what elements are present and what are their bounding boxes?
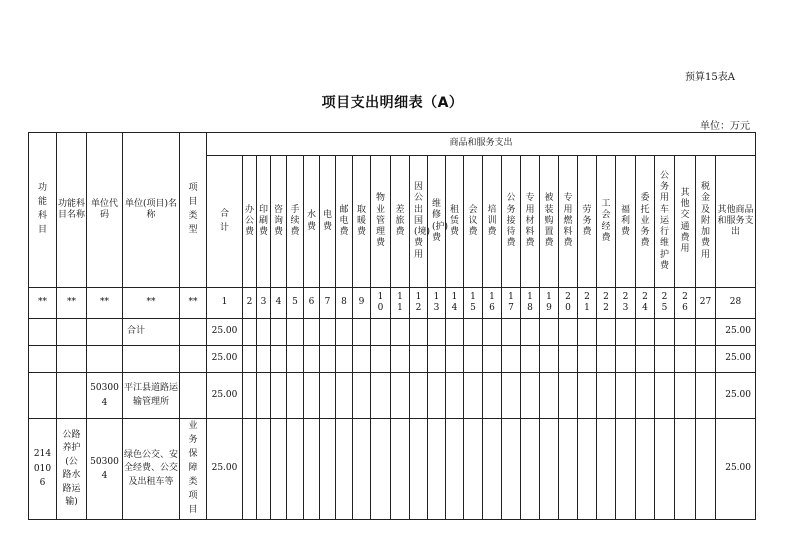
row-unit-name: 绿色公交、安全经费、公交及出租车等 bbox=[123, 419, 180, 520]
row-total: 25.00 bbox=[207, 346, 243, 373]
num-27: 27 bbox=[696, 288, 716, 319]
num-4: 4 bbox=[271, 288, 287, 319]
row-other: 25.00 bbox=[716, 319, 756, 346]
row-func-code: 2140106 bbox=[29, 419, 57, 520]
num-22: 22 bbox=[597, 288, 616, 319]
row-unit-code: 503004 bbox=[87, 373, 123, 419]
num-unit-code: ** bbox=[87, 288, 123, 319]
header-col-21: 劳务费 bbox=[578, 156, 597, 288]
num-3: 3 bbox=[257, 288, 271, 319]
header-col-23: 福利费 bbox=[616, 156, 636, 288]
budget-code: 预算15表A bbox=[685, 72, 735, 83]
header-col-25: 公务用车运行维护费 bbox=[655, 156, 675, 288]
row-other: 25.00 bbox=[716, 373, 756, 419]
row-unit-name: 合计 bbox=[123, 319, 180, 346]
header-col-22: 工会经费 bbox=[597, 156, 616, 288]
num-func-code: ** bbox=[29, 288, 57, 319]
num-12: 12 bbox=[410, 288, 428, 319]
num-15: 15 bbox=[464, 288, 483, 319]
table-row bbox=[29, 346, 756, 373]
header-col-3: 印刷费 bbox=[257, 156, 271, 288]
page-title: 项目支出明细表（A） bbox=[321, 95, 464, 111]
num-21: 21 bbox=[578, 288, 597, 319]
num-16: 16 bbox=[483, 288, 502, 319]
header-col-20: 专用燃料费 bbox=[559, 156, 578, 288]
row-unit-code: 503004 bbox=[87, 419, 123, 520]
num-unit-name: ** bbox=[123, 288, 180, 319]
header-col-13: 维修(护)费 bbox=[428, 156, 446, 288]
num-20: 20 bbox=[559, 288, 578, 319]
header-col-14: 租赁费 bbox=[446, 156, 464, 288]
header-col-26: 其他交通费用 bbox=[675, 156, 696, 288]
num-19: 19 bbox=[540, 288, 559, 319]
num-6: 6 bbox=[304, 288, 320, 319]
row-project-type: 业务保障类项目 bbox=[180, 419, 207, 520]
unit-label: 单位：万元 bbox=[700, 121, 750, 132]
header-project-type: 项目类型 bbox=[180, 133, 207, 288]
row-func-name: 公路养护(公路水路运输) bbox=[57, 419, 87, 520]
header-col-10: 物业管理费 bbox=[371, 156, 391, 288]
header-unit-code: 单位代码 bbox=[87, 133, 123, 288]
header-col-9: 取暖费 bbox=[353, 156, 371, 288]
num-project-type: ** bbox=[180, 288, 207, 319]
row-total: 25.00 bbox=[207, 373, 243, 419]
table-row bbox=[29, 319, 756, 346]
header-col-7: 电费 bbox=[320, 156, 336, 288]
num-9: 9 bbox=[353, 288, 371, 319]
header-col-15: 会议费 bbox=[464, 156, 483, 288]
header-col-5: 手续费 bbox=[287, 156, 304, 288]
header-group-goods-services: 商品和服务支出 bbox=[207, 133, 756, 156]
header-col-4: 咨询费 bbox=[271, 156, 287, 288]
header-col-12: 因公出国(境)费用 bbox=[410, 156, 428, 288]
row-other: 25.00 bbox=[716, 346, 756, 373]
header-col-19: 被装购置费 bbox=[540, 156, 559, 288]
num-24: 24 bbox=[636, 288, 655, 319]
num-11: 11 bbox=[391, 288, 410, 319]
header-total: 合计 bbox=[207, 156, 243, 288]
project-expense-table bbox=[28, 132, 756, 520]
header-col-18: 专用材料费 bbox=[521, 156, 540, 288]
header-col-6: 水费 bbox=[304, 156, 320, 288]
num-7: 7 bbox=[320, 288, 336, 319]
num-26: 26 bbox=[675, 288, 696, 319]
header-func-code: 功能科目 bbox=[29, 133, 57, 288]
num-1: 1 bbox=[207, 288, 243, 319]
table-row bbox=[29, 419, 756, 520]
table-row bbox=[29, 373, 756, 419]
num-25: 25 bbox=[655, 288, 675, 319]
header-col-8: 邮电费 bbox=[336, 156, 353, 288]
row-unit-name: 平江县道路运输管理所 bbox=[123, 373, 180, 419]
header-col-27: 税金及附加费用 bbox=[696, 156, 716, 288]
header-col-11: 差旅费 bbox=[391, 156, 410, 288]
header-unit-name: 单位(项目)名称 bbox=[123, 133, 180, 288]
header-col-2: 办公费 bbox=[243, 156, 257, 288]
num-23: 23 bbox=[616, 288, 636, 319]
num-28: 28 bbox=[716, 288, 756, 319]
row-total: 25.00 bbox=[207, 419, 243, 520]
header-col-28: 其他商品和服务支出 bbox=[716, 156, 756, 288]
row-other: 25.00 bbox=[716, 419, 756, 520]
num-10: 10 bbox=[371, 288, 391, 319]
header-func-name: 功能科目名称 bbox=[57, 133, 87, 288]
row-total: 25.00 bbox=[207, 319, 243, 346]
num-5: 5 bbox=[287, 288, 304, 319]
num-18: 18 bbox=[521, 288, 540, 319]
header-col-16: 培训费 bbox=[483, 156, 502, 288]
num-2: 2 bbox=[243, 288, 257, 319]
header-col-24: 委托业务费 bbox=[636, 156, 655, 288]
header-col-17: 公务接待费 bbox=[502, 156, 521, 288]
num-17: 17 bbox=[502, 288, 521, 319]
num-func-name: ** bbox=[57, 288, 87, 319]
num-8: 8 bbox=[336, 288, 353, 319]
num-13: 13 bbox=[428, 288, 446, 319]
num-14: 14 bbox=[446, 288, 464, 319]
